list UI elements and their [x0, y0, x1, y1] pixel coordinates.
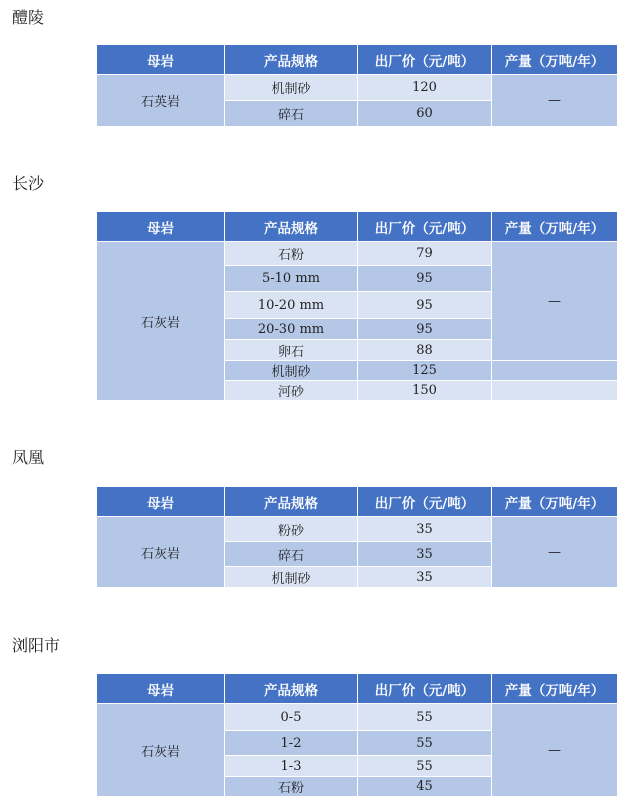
spec-cell: 机制砂	[225, 75, 358, 101]
spec-cell: 石粉	[225, 777, 358, 797]
header-price: 出厂价（元/吨）	[358, 487, 492, 517]
capacity-cell: —	[492, 704, 618, 797]
price-cell: 55	[358, 731, 492, 756]
table-row	[97, 242, 618, 266]
capacity-cell: —	[492, 242, 618, 361]
table-row	[97, 517, 618, 542]
capacity-cell: —	[492, 517, 618, 588]
header-capacity: 产量（万吨/年）	[492, 487, 618, 517]
spec-cell: 粉砂	[225, 517, 358, 542]
header-price: 出厂价（元/吨）	[358, 212, 492, 242]
spec-cell: 河砂	[225, 381, 358, 401]
header-capacity: 产量（万吨/年）	[492, 674, 618, 704]
spec-cell: 石粉	[225, 242, 358, 266]
spec-cell: 卵石	[225, 340, 358, 361]
header-price: 出厂价（元/吨）	[358, 45, 492, 75]
price-cell: 55	[358, 756, 492, 777]
header-rock: 母岩	[97, 212, 225, 242]
section-title-changsha: 长沙	[12, 174, 45, 193]
spec-cell: 碎石	[225, 542, 358, 567]
price-cell: 95	[358, 266, 492, 292]
price-table-fenghuang	[96, 486, 618, 588]
spec-cell: 1-2	[225, 731, 358, 756]
price-cell: 88	[358, 340, 492, 361]
section-title-liuyang: 浏阳市	[12, 636, 61, 655]
rock-cell: 石灰岩	[97, 242, 225, 401]
price-cell: 35	[358, 542, 492, 567]
spec-cell: 5-10 mm	[225, 266, 358, 292]
price-cell: 95	[358, 319, 492, 340]
spec-cell: 10-20 mm	[225, 292, 358, 319]
spec-cell: 20-30 mm	[225, 319, 358, 340]
price-cell: 120	[358, 75, 492, 101]
price-table-changsha	[96, 211, 618, 401]
rock-cell: 石灰岩	[97, 517, 225, 588]
table-row	[97, 704, 618, 731]
capacity-empty-cell	[492, 361, 618, 381]
price-cell: 95	[358, 292, 492, 319]
table-header-row	[97, 45, 618, 75]
header-rock: 母岩	[97, 45, 225, 75]
price-table-liling	[96, 44, 618, 127]
section-title-liling: 醴陵	[12, 8, 45, 27]
price-cell: 35	[358, 517, 492, 542]
header-spec: 产品规格	[225, 674, 358, 704]
price-table-liuyang	[96, 673, 618, 797]
spec-cell: 1-3	[225, 756, 358, 777]
rock-cell: 石英岩	[97, 75, 225, 127]
spec-cell: 机制砂	[225, 361, 358, 381]
header-capacity: 产量（万吨/年）	[492, 212, 618, 242]
header-rock: 母岩	[97, 487, 225, 517]
capacity-cell: —	[492, 75, 618, 127]
header-spec: 产品规格	[225, 487, 358, 517]
price-cell: 60	[358, 101, 492, 127]
rock-cell: 石灰岩	[97, 704, 225, 797]
header-spec: 产品规格	[225, 45, 358, 75]
spec-cell: 碎石	[225, 101, 358, 127]
header-spec: 产品规格	[225, 212, 358, 242]
table-header-row	[97, 487, 618, 517]
header-rock: 母岩	[97, 674, 225, 704]
table-row	[97, 75, 618, 101]
price-cell: 150	[358, 381, 492, 401]
table-header-row	[97, 674, 618, 704]
price-cell: 79	[358, 242, 492, 266]
spec-cell: 机制砂	[225, 567, 358, 588]
price-cell: 55	[358, 704, 492, 731]
header-price: 出厂价（元/吨）	[358, 674, 492, 704]
price-cell: 35	[358, 567, 492, 588]
table-header-row	[97, 212, 618, 242]
price-cell: 45	[358, 777, 492, 797]
capacity-empty-cell	[492, 381, 618, 401]
spec-cell: 0-5	[225, 704, 358, 731]
section-title-fenghuang: 凤凰	[12, 448, 45, 467]
header-capacity: 产量（万吨/年）	[492, 45, 618, 75]
price-cell: 125	[358, 361, 492, 381]
